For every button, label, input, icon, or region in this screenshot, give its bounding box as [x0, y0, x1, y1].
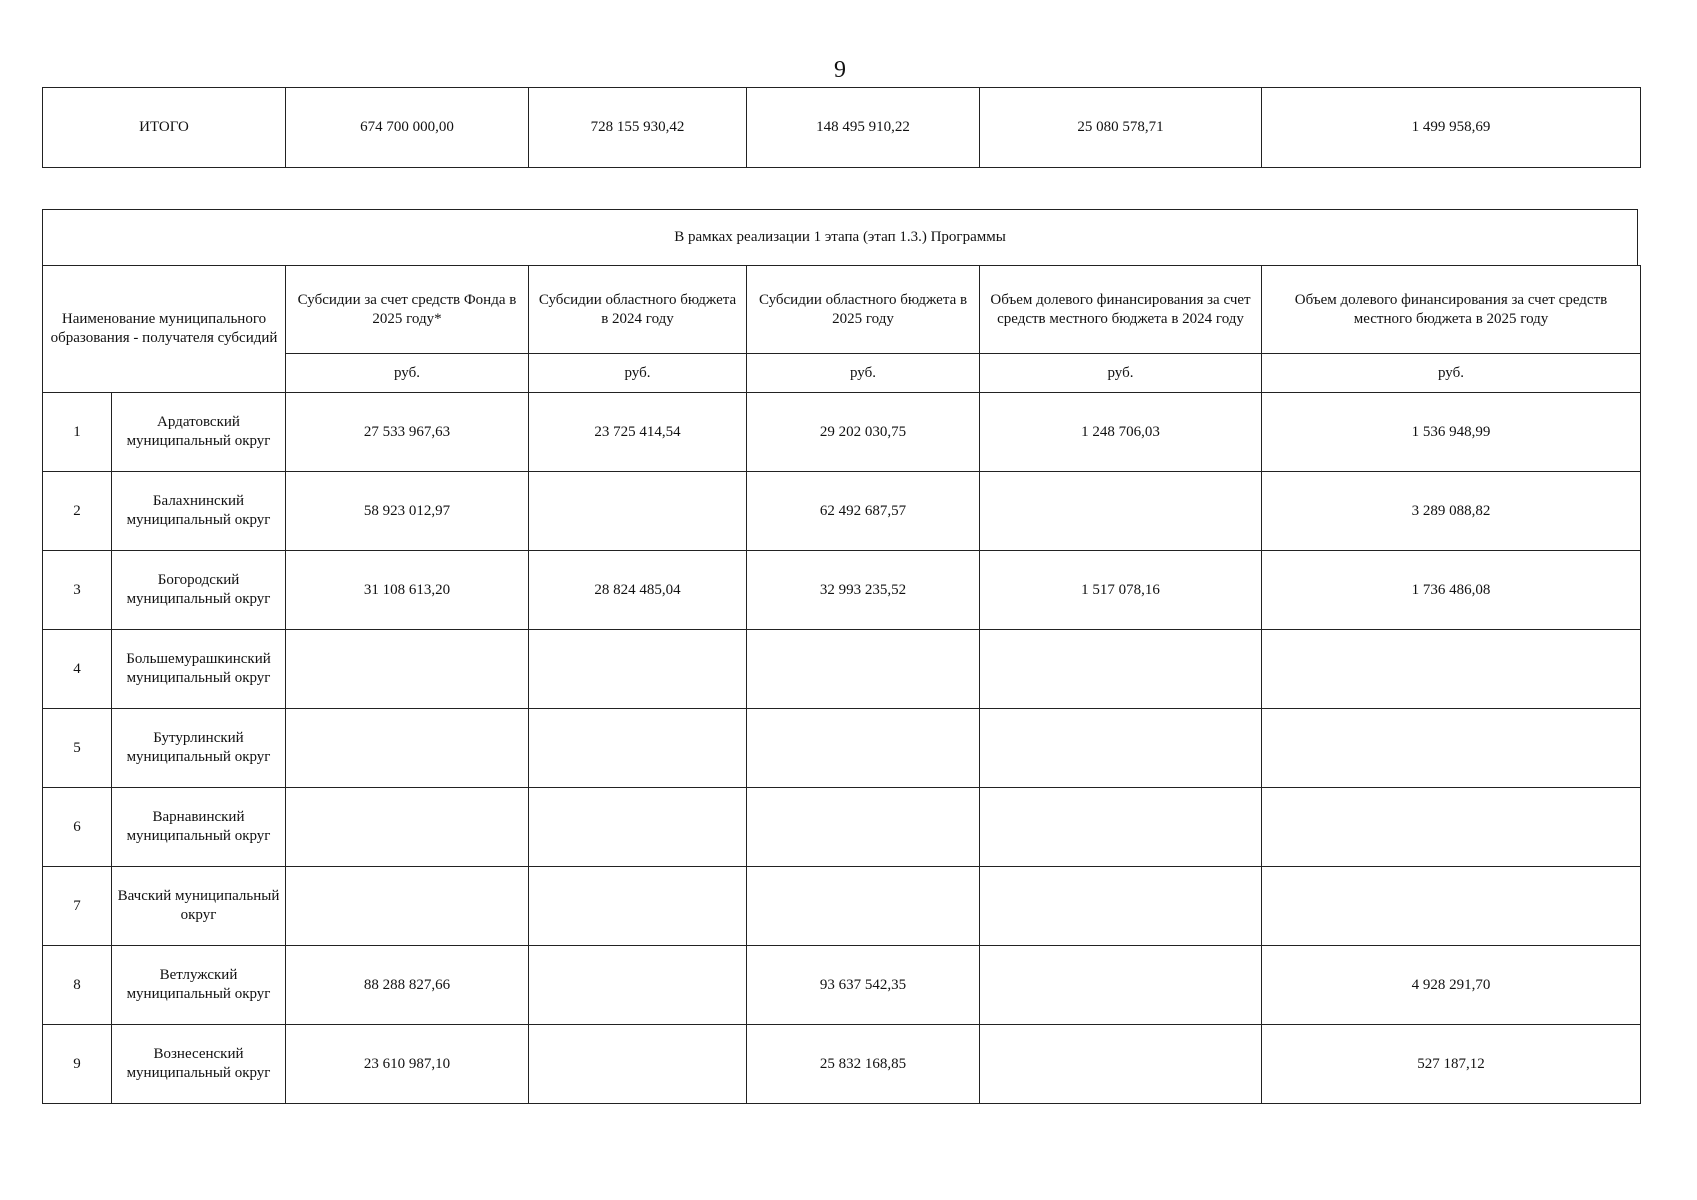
cell-value: 32 993 235,52	[747, 551, 980, 630]
total-value: 728 155 930,42	[529, 88, 747, 168]
cell-value	[529, 867, 747, 946]
cell-value: 88 288 827,66	[286, 946, 529, 1025]
row-number: 5	[43, 709, 112, 788]
cell-value	[980, 709, 1262, 788]
header-local-2024: Объем долевого финансирования за счет средств местного бюджета в 2024 году	[980, 266, 1262, 354]
unit-label: руб.	[747, 354, 980, 393]
unit-label: руб.	[529, 354, 747, 393]
municipality-name: Вачский муниципальный округ	[112, 867, 286, 946]
cell-value	[747, 788, 980, 867]
cell-value	[286, 788, 529, 867]
municipality-name: Ветлужский муниципальный округ	[112, 946, 286, 1025]
cell-value: 58 923 012,97	[286, 472, 529, 551]
header-regional-2025: Субсидии областного бюджета в 2025 году	[747, 266, 980, 354]
table-row	[43, 788, 1641, 867]
cell-value	[980, 788, 1262, 867]
total-table	[42, 87, 1641, 168]
municipality-name: Варнавинский муниципальный округ	[112, 788, 286, 867]
unit-label: руб.	[286, 354, 529, 393]
cell-value	[747, 630, 980, 709]
cell-value: 28 824 485,04	[529, 551, 747, 630]
table-row	[43, 946, 1641, 1025]
cell-value	[1262, 788, 1641, 867]
cell-value	[980, 1025, 1262, 1104]
unit-label: руб.	[980, 354, 1262, 393]
municipality-name: Ардатовский муниципальный округ	[112, 393, 286, 472]
row-number: 7	[43, 867, 112, 946]
cell-value: 23 610 987,10	[286, 1025, 529, 1104]
table-row	[43, 867, 1641, 946]
cell-value	[286, 709, 529, 788]
cell-value	[980, 867, 1262, 946]
header-row	[43, 266, 1641, 354]
total-value: 674 700 000,00	[286, 88, 529, 168]
cell-value: 1 248 706,03	[980, 393, 1262, 472]
total-row	[43, 88, 1641, 168]
cell-value: 29 202 030,75	[747, 393, 980, 472]
cell-value: 3 289 088,82	[1262, 472, 1641, 551]
row-number: 4	[43, 630, 112, 709]
cell-value	[529, 709, 747, 788]
header-local-2025: Объем долевого финансирования за счет средств местного бюджета в 2025 году	[1262, 266, 1641, 354]
cell-value	[529, 472, 747, 551]
row-number: 3	[43, 551, 112, 630]
cell-value: 31 108 613,20	[286, 551, 529, 630]
cell-value: 27 533 967,63	[286, 393, 529, 472]
row-number: 9	[43, 1025, 112, 1104]
cell-value: 23 725 414,54	[529, 393, 747, 472]
row-number: 1	[43, 393, 112, 472]
cell-value	[286, 867, 529, 946]
cell-value: 1 736 486,08	[1262, 551, 1641, 630]
municipality-name: Большемурашкинский муниципальный округ	[112, 630, 286, 709]
total-value: 148 495 910,22	[747, 88, 980, 168]
cell-value	[1262, 709, 1641, 788]
cell-value: 1 517 078,16	[980, 551, 1262, 630]
total-label: ИТОГО	[43, 88, 286, 168]
row-number: 6	[43, 788, 112, 867]
cell-value	[980, 472, 1262, 551]
cell-value: 527 187,12	[1262, 1025, 1641, 1104]
page-number: 9	[834, 57, 846, 83]
cell-value	[980, 630, 1262, 709]
table-row	[43, 393, 1641, 472]
total-value: 25 080 578,71	[980, 88, 1262, 168]
table-row	[43, 630, 1641, 709]
header-fund-2025: Субсидии за счет средств Фонда в 2025 году*	[286, 266, 529, 354]
cell-value: 25 832 168,85	[747, 1025, 980, 1104]
cell-value	[529, 630, 747, 709]
caption-table	[42, 209, 1638, 266]
total-value: 1 499 958,69	[1262, 88, 1641, 168]
unit-label: руб.	[1262, 354, 1641, 393]
table-row	[43, 709, 1641, 788]
cell-value	[286, 630, 529, 709]
municipality-name: Богородский муниципальный округ	[112, 551, 286, 630]
cell-value	[529, 946, 747, 1025]
cell-value: 1 536 948,99	[1262, 393, 1641, 472]
row-number: 8	[43, 946, 112, 1025]
municipality-name: Вознесенский муниципальный округ	[112, 1025, 286, 1104]
cell-value	[747, 709, 980, 788]
subsidy-table	[42, 265, 1641, 1104]
table-row	[43, 472, 1641, 551]
table-caption: В рамках реализации 1 этапа (этап 1.3.) Программы	[43, 210, 1638, 266]
cell-value: 62 492 687,57	[747, 472, 980, 551]
municipality-name: Балахнинский муниципальный округ	[112, 472, 286, 551]
cell-value	[1262, 630, 1641, 709]
cell-value	[529, 788, 747, 867]
header-municipality: Наименование муниципального образования - получателя субсидий	[43, 266, 286, 393]
cell-value: 93 637 542,35	[747, 946, 980, 1025]
table-row	[43, 551, 1641, 630]
municipality-name: Бутурлинский муниципальный округ	[112, 709, 286, 788]
row-number: 2	[43, 472, 112, 551]
cell-value	[529, 1025, 747, 1104]
cell-value	[1262, 867, 1641, 946]
header-regional-2024: Субсидии областного бюджета в 2024 году	[529, 266, 747, 354]
table-row	[43, 1025, 1641, 1104]
cell-value	[980, 946, 1262, 1025]
cell-value: 4 928 291,70	[1262, 946, 1641, 1025]
cell-value	[747, 867, 980, 946]
